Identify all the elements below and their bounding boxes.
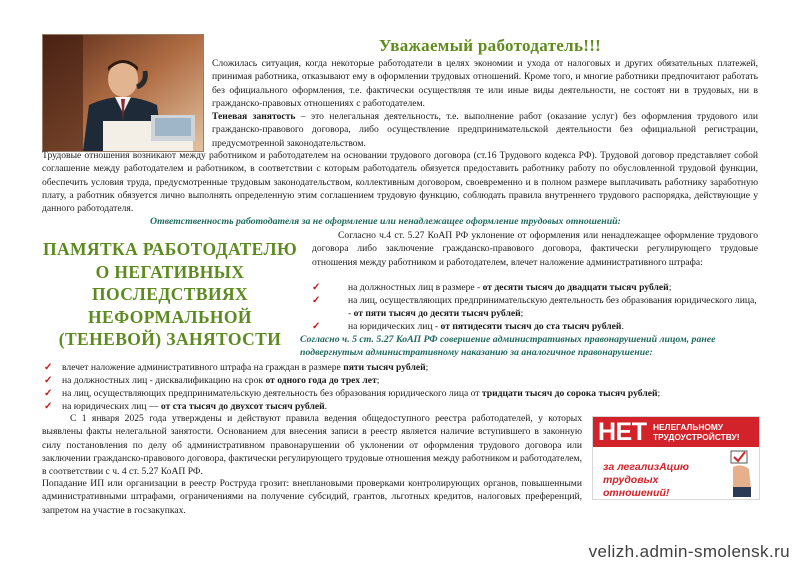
businessman-photo — [42, 34, 204, 152]
checkmark-icon: ✓ — [312, 282, 321, 293]
list-item: ✓ на лиц, осуществляющих предпринимательскую деятельность без образования юридического лица, - от пяти тысяч до десяти тысяч рублей; — [312, 295, 757, 319]
list-item: ✓ на должностных лиц - дисквалификацию на срок от одного года до трех лет; — [44, 375, 380, 386]
banner-slogan: за легализАцию трудовых отношений! — [603, 461, 689, 499]
checkmark-icon: ✓ — [312, 295, 321, 306]
definition-term: Теневая занятость — [212, 111, 296, 122]
checkmark-icon: ✓ — [44, 375, 53, 386]
banner-net-text: НЕТ — [598, 418, 647, 446]
list-item: ✓ на юридических лиц - от пятидесяти тысяч до ста тысяч рублей. — [312, 321, 624, 332]
repeat-fines-list — [42, 361, 758, 413]
checkmark-icon: ✓ — [44, 362, 53, 373]
banner-subtitle: НЕЛЕГАЛЬНОМУ ТРУДОУСТРОЙСТВУ! — [653, 422, 740, 442]
checkmark-icon: ✓ — [44, 401, 53, 412]
labor-relations-paragraph: Трудовые отношения возникают между работником и работодателем на основании трудового договора (ст.16 Трудового кодекса РФ). Трудовой договор представляет собой соглашение между работодателем и работником, в соответствии с которым работодатель обязуется предоставить работнику работу по обусловленной трудовой функции, обеспечить условия труда, предусмотренные трудовым законодательством, коллективным договором, своевременно и в полном размере выплачивать работнику заработную плату, а работник обязуется лично выполнять определенную этим соглашением трудовую функцию, соблюдать правила внутреннего трудового распорядка, действующие у данного работодателя. — [42, 150, 758, 215]
responsibility-heading: Ответственность работодателя за не оформление или ненадлежащее оформление трудовых отношений: — [150, 216, 621, 227]
consequences-paragraph: Попадание ИП или организации в реестр Роструда грозит: внеплановыми проверками контролирующих органов, повышенными административными штрафами, ограничениями на получение субсидий, грантов, льготных кредитов, налоговых преференций, запретом на участие в госзакупках. — [42, 478, 582, 516]
list-item: ✓ на юридических лиц — от ста тысяч до двухсот тысяч рублей. — [44, 401, 328, 412]
checkmark-icon: ✓ — [44, 388, 53, 399]
shadow-employment-definition — [212, 110, 758, 150]
list-item: ✓ влечет наложение административного штрафа на граждан в размере пяти тысяч рублей; — [44, 362, 429, 373]
article-intro-paragraph: Согласно ч.4 ст. 5.27 КоАП РФ уклонение от оформления или ненадлежащее оформление трудового договора либо заключение гражданско-правового договора, фактически регулирующего трудовые отношения между работником и работодателем, влечет наложение административного штрафа: — [312, 230, 758, 268]
website-url: velizh.admin-smolensk.ru — [588, 542, 790, 561]
memo-title: ПАМЯТКА РАБОТОДАТЕЛЮ О НЕГАТИВНЫХ ПОСЛЕДСТВИЯХ НЕФОРМАЛЬНОЙ (ТЕНЕВОЙ) ЗАНЯТОСТИ — [42, 239, 298, 349]
hand-icon — [727, 449, 755, 497]
page-title: Уважаемый работодатель!!! — [378, 36, 602, 55]
list-item: ✓ на лиц, осуществляющих предпринимательскую деятельность без образования юридического лица от тридцати тысяч до сорока тысяч рублей; — [44, 388, 661, 399]
anti-illegal-employment-banner — [592, 416, 760, 500]
checkmark-icon: ✓ — [312, 321, 321, 332]
repeat-offense-heading: Согласно ч. 5 ст. 5.27 КоАП РФ совершение административных правонарушений лицом, ранее подвергнутым административному наказанию за аналогичное правонарушение: — [300, 334, 716, 358]
definition-text: – это нелегальная деятельность, т.е. выполнение работ (оказание услуг) без оформления трудового или гражданско-правового договора, либо осуществление предпринимательской деятельности без официальной регистрации, предусмотренной законодательством. — [212, 111, 758, 149]
first-fines-list — [312, 281, 758, 333]
intro-paragraph: Сложилась ситуация, когда некоторые работодатели в целях экономии и ухода от налоговых и других обязательных платежей, принимая работника, отказывают ему в оформлении трудовых отношений. Кроме того, и многие работники предпочитают работать без официального оформления, т.е. фактически осуществляя те или иные виды деятельности, не состоят ни в трудовых, ни в гражданско-правовых отношениях с работодателем. — [212, 58, 758, 109]
businessman-illustration — [43, 35, 203, 151]
registry-paragraph: С 1 января 2025 года утверждены и действуют правила ведения общедоступного реестра работодателей, у которых выявлены факты нелегальной занятости. Основанием для внесения записи в реестр является наличие вступившего в законную силу постановления по делу об административном правонарушении об уклонении от оформления трудового договора или заключении гражданско-правового договора, фактически регулирующего трудовые отношения между работником и работодателем, в соответствии с ч. 4 ст. 5.27 КоАП РФ. — [42, 413, 582, 478]
list-item: ✓ на должностных лиц в размере - от десяти тысяч до двадцати тысяч рублей; — [312, 282, 672, 293]
